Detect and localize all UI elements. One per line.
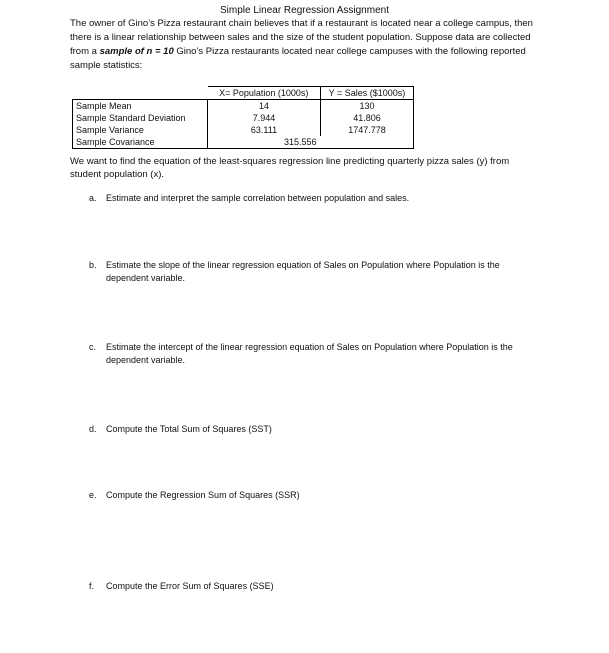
question-letter: f. [89,581,95,591]
question-text: Estimate the intercept of the linear regression equation of Sales on Population where Population is the dependent variable. [106,342,513,365]
x-value: 14 [208,100,321,113]
page-title: Simple Linear Regression Assignment [220,5,389,16]
question-c [89,341,539,367]
row-label: Sample Variance [73,124,208,136]
question-letter: d. [89,424,97,434]
table-row [73,124,414,136]
intro-text-end: Gino’s Pizza restaurants located near college campuses with the following reported sample statistics: [70,46,526,71]
question-letter: b. [89,260,97,270]
question-letter: e. [89,490,97,500]
x-value: 63.111 [208,124,321,136]
table-header-row [73,87,414,100]
question-b [89,259,539,285]
question-text: Compute the Total Sum of Squares (SST) [106,424,272,434]
question-text: Estimate and interpret the sample correlation between population and sales. [106,193,410,203]
question-d [89,423,539,436]
question-letter: c. [89,342,97,352]
table-row [73,100,414,113]
y-value: 130 [321,100,414,113]
row-label: Sample Mean [73,100,208,113]
row-label: Sample Standard Deviation [73,112,208,124]
question-a [89,192,539,205]
table-row [73,112,414,124]
covariance-value: 315.556 [208,136,414,149]
x-value: 7.944 [208,112,321,124]
covariance-row [73,136,414,149]
y-value: 1747.778 [321,124,414,136]
intro-text-start: The owner of Gino’s Pizza restaurant chain believes that if a restaurant is located near a college campus, then there is a linear relationship between sales and the size of the student population. Suppose data are collected from a [70,18,533,57]
sample-statistics-table [72,86,414,149]
question-text: Compute the Regression Sum of Squares (SSR) [106,490,300,500]
question-text: Compute the Error Sum of Squares (SSE) [106,581,274,591]
question-letter: a. [89,193,97,203]
intro-paragraph [70,17,542,73]
covariance-label: Sample Covariance [73,136,208,149]
question-f [89,580,539,593]
y-value: 41.806 [321,112,414,124]
sample-size-emphasis: sample of n = 10 [99,46,174,57]
header-x-population: X= Population (1000s) [208,87,321,100]
question-text: Estimate the slope of the linear regression equation of Sales on Population where Population is the dependent variable. [106,260,500,283]
header-blank-cell [73,87,208,100]
header-y-sales: Y = Sales ($1000s) [321,87,414,100]
task-prompt: We want to find the equation of the least-squares regression line predicting quarterly pizza sales (y) from student population (x). [70,156,510,180]
question-e [89,489,539,502]
